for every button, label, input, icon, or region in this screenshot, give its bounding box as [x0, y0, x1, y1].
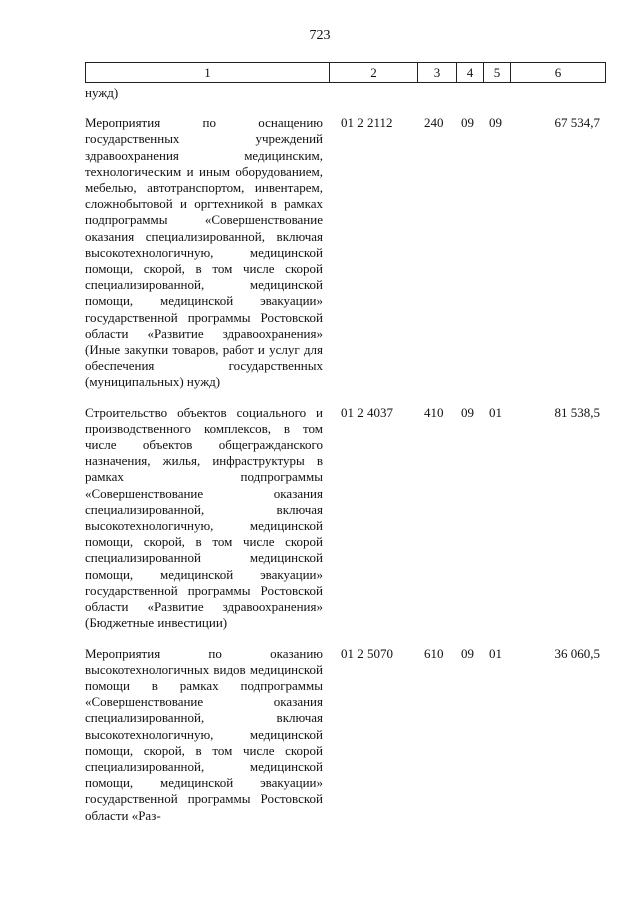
header-col-1: 1: [86, 63, 330, 83]
row-description: Мероприятия по оснащению государственных учреждений здравоохранения медицинским, технологическим и иным оборудованием, мебелью, автотранспортом, инвентарем, сложнобытовой и оргтехникой в рамках подпрограммы «Совершенствование оказания специализированной, включая высокотехнологичную, медицинской помощи, скорой, в том числе скорой специализированной, медицинской помощи, медицинской эвакуации» государственной программы Ростовской области «Развитие здравоохранения» (Иные закупки товаров, работ и услуг для обеспечения государственных (муниципальных) нужд): [85, 115, 323, 390]
header-col-3: 3: [418, 63, 457, 83]
row-description: Мероприятия по оказанию высокотехнологичных видов медицинской помощи в рамках подпрограммы «Совершенствование оказания специализированной, включая высокотехнологичную, медицинской помощи, скорой, в том числе скорой специализированной, медицинской помощи, медицинской эвакуации» государственной программы Ростовской области «Раз-: [85, 645, 323, 823]
row-description: Строительство объектов социального и производственного комплексов, в том числе объектов общегражданского назначения, жилья, инфраструктуры в рамках подпрограммы «Совершенствование оказания специализированной, включая высокотехнологичную, медицинской помощи, скорой, в том числе скорой специализированной медицинской помощи, медицинской эвакуации» государственной программы Ростовской области «Развитие здравоохранения» (Бюджетные инвестиции): [85, 404, 323, 631]
table-row: [85, 115, 600, 390]
row-amount: 67 534,7: [554, 115, 600, 131]
row-subsection: 01: [489, 404, 502, 420]
header-col-2: 2: [330, 63, 418, 83]
continuation-text: нужд): [85, 85, 119, 100]
table-body: [85, 85, 600, 824]
table-row: [85, 405, 600, 632]
row-code: 01 2 4037: [341, 404, 393, 420]
header-col-4: 4: [457, 63, 484, 83]
row-section: 09: [461, 645, 474, 661]
row-section: 09: [461, 404, 474, 420]
row-type: 610: [424, 645, 444, 661]
table-row-continuation: [85, 85, 600, 101]
row-subsection: 01: [489, 645, 502, 661]
row-code: 01 2 2112: [341, 115, 393, 131]
row-section: 09: [461, 115, 474, 131]
row-subsection: 09: [489, 115, 502, 131]
row-amount: 36 060,5: [554, 645, 600, 661]
table-row: [85, 646, 600, 824]
row-type: 410: [424, 404, 444, 420]
row-code: 01 2 5070: [341, 645, 393, 661]
header-col-5: 5: [484, 63, 511, 83]
table-header: [85, 62, 606, 83]
row-type: 240: [424, 115, 444, 131]
page-number: 723: [309, 28, 331, 43]
header-col-6: 6: [511, 63, 606, 83]
row-amount: 81 538,5: [554, 404, 600, 420]
